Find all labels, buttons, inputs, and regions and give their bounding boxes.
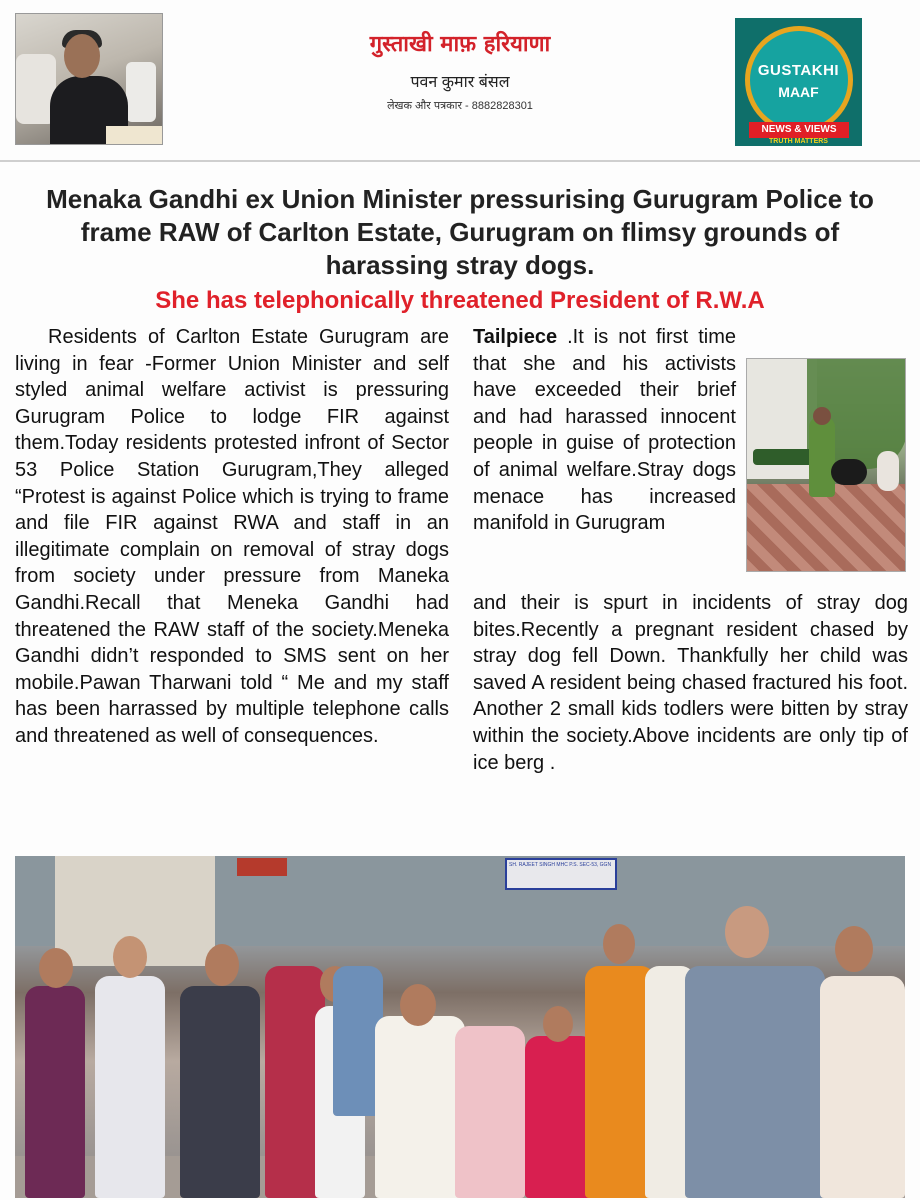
police-station-sign xyxy=(505,858,617,890)
headline: Menaka Gandhi ex Union Minister pressurising Gurugram Police to frame RAW of Carlton Estate, Gurugram on flimsy grounds of harassing stray dogs. xyxy=(46,184,874,280)
page-header xyxy=(0,0,920,160)
contact-separator: - xyxy=(465,100,469,112)
tailpiece-text: .It is not first time that she and his activists have exceeded their brief and had harassed innocent people in guise of protection of animal welfare.Stray dogs menace has increased manifold in Gurugram xyxy=(473,326,736,535)
author-role: लेखक और पत्रकार xyxy=(387,100,462,112)
header-divider xyxy=(0,160,920,162)
author-phone: 8882828301 xyxy=(471,100,533,112)
logo-line2: MAAF xyxy=(778,84,819,100)
author-name: पवन कुमार बंसल xyxy=(410,74,510,91)
police-station-sign-text: SH. RAJEET SINGH MHC P.S. SEC-53, GGN xyxy=(509,862,612,868)
article-left-column: Residents of Carlton Estate Gurugram are living in fear -Former Union Minister and self styled animal welfare activist is pressuring Gurugram Police to lodge FIR against them.Today residents protested infront of Sector 53 Police Station Gurugram,They alleged “Protest is against Police which is trying to frame and file FIR against RWA and staff in an illegitimate complain on removal of stray dogs from society under pressure from Maneka Gandhi.Recall that Meneka Gandhi had threatened the RAW staff of the society.Meneka Gandhi didn’t responded to SMS sent on her mobile.Pawan Tharwani told “ Me and my staff has been harrassed by multiple telephone calls and threatened as well of consequences. xyxy=(15,326,449,747)
article-right-top xyxy=(473,324,736,537)
gustakhi-maaf-logo xyxy=(735,18,862,146)
author-contact xyxy=(320,98,600,113)
tailpiece-label: Tailpiece xyxy=(473,326,558,348)
residents-protest-group-photo xyxy=(15,856,905,1198)
author-photo xyxy=(15,13,163,145)
logo-tagline: TRUTH MATTERS xyxy=(769,138,828,145)
subheadline: She has telephonically threatened President of R.W.A xyxy=(155,287,765,314)
brand-title: गुस्ताखी माफ़ हरियाणा xyxy=(369,31,551,57)
logo-line1: GUSTAKHI xyxy=(757,62,840,79)
logo-badge: NEWS & VIEWS xyxy=(749,122,849,138)
woman-with-dogs-photo xyxy=(746,358,906,572)
article-right-bottom: and their is spurt in incidents of stray dog bites.Recently a pregnant resident chased by stray dog fell Down. Thankfully her child was saved A resident being chased fractured his foot. Another 2 small kids todlers were bitten by stray within the society.Above incidents are only tip of ice berg . xyxy=(473,592,908,774)
